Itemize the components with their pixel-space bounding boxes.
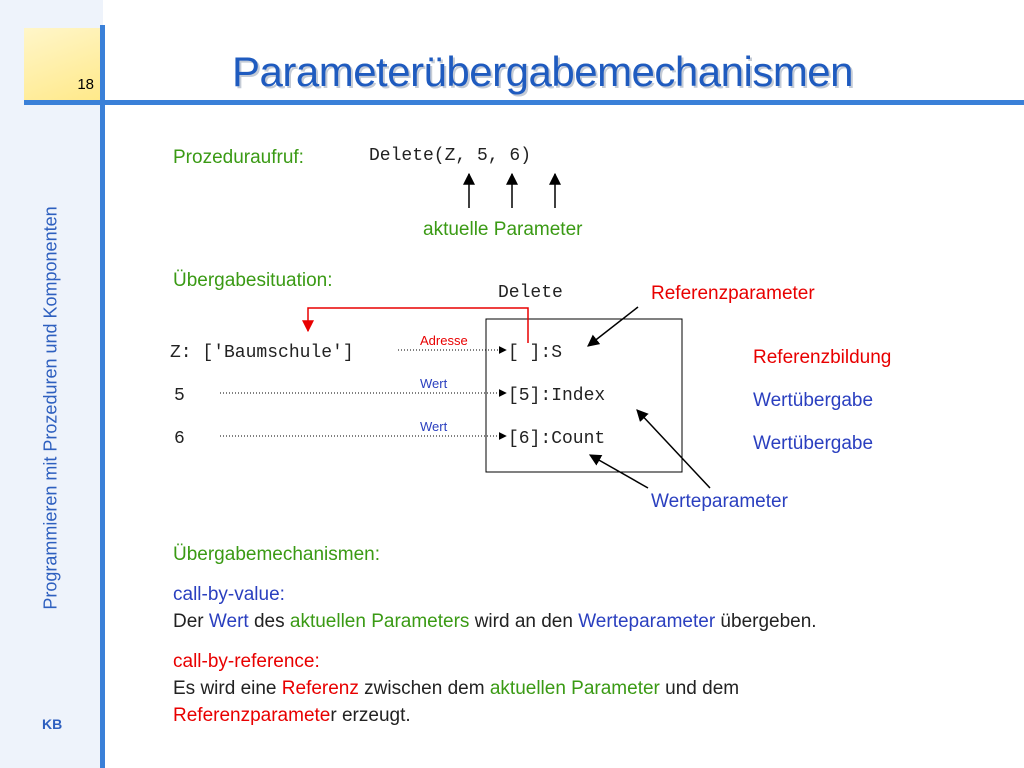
situation-label: Übergabesituation: — [173, 270, 333, 291]
mechanisms-heading: Übergabemechanismen: — [173, 544, 381, 565]
cbr-part-erzeugt: r erzeugt. — [330, 705, 411, 726]
procedure-name: Delete — [498, 283, 563, 303]
cbr-part-referenzparameter: Referenzparamete — [173, 705, 331, 726]
cbv-sentence — [173, 611, 817, 633]
arg-z: Z: ['Baumschule'] — [170, 343, 354, 363]
edge-label-wert-1: Wert — [420, 376, 448, 391]
cbr-part-referenz: Referenz — [281, 678, 359, 699]
kind-wertuebergabe-1: Wertübergabe — [753, 390, 874, 411]
cbv-part-wert: Wert — [208, 611, 249, 632]
cbv-part-5: wird an den — [469, 611, 579, 632]
arg-5: 5 — [174, 386, 185, 406]
cbv-part-werteparameter: Werteparameter — [578, 611, 716, 632]
kind-referenzbildung: Referenzbildung — [753, 347, 892, 368]
reference-arrow — [308, 308, 528, 343]
cbr-part-3: zwischen dem — [358, 678, 490, 699]
actual-params-label: aktuelle Parameter — [423, 219, 583, 240]
pointer-werteparameter-1 — [637, 410, 710, 488]
edge-label-adresse: Adresse — [420, 333, 468, 348]
value-param-label: Werteparameter — [651, 491, 788, 512]
kind-wertuebergabe-2: Wertübergabe — [753, 433, 874, 454]
formal-s: [ ]:S — [508, 343, 563, 363]
cbv-part-7: übergeben. — [715, 611, 817, 632]
cbr-part-5: und dem — [659, 678, 740, 699]
sidebar-title: Programmieren mit Prozeduren und Komponenten — [40, 206, 61, 610]
cbv-part-aktuellen: aktuellen Parameters — [289, 611, 470, 632]
edge-label-wert-2: Wert — [420, 419, 448, 434]
cbr-part-aktuellen: aktuellen Parameter — [489, 678, 660, 699]
pointer-referenzparameter — [588, 307, 638, 346]
formal-index: [5]:Index — [508, 386, 606, 406]
cbr-line-1 — [173, 678, 739, 700]
cbv-part-1: Der — [173, 611, 209, 632]
ref-param-label: Referenzparameter — [651, 283, 815, 304]
cbr-line-2 — [173, 705, 411, 727]
formal-count: [6]:Count — [508, 429, 606, 449]
slide-title: Parameterübergabemechanismen — [232, 48, 854, 95]
cbr-part-1: Es wird eine — [173, 678, 282, 699]
cbv-part-3: des — [248, 611, 290, 632]
footer-initials: KB — [42, 716, 63, 732]
cbv-title: call-by-value: — [173, 584, 285, 605]
arg-6: 6 — [174, 429, 185, 449]
cbr-title: call-by-reference: — [173, 651, 320, 672]
call-label: Prozeduraufruf: — [173, 147, 304, 168]
call-code: Delete(Z, 5, 6) — [369, 146, 532, 166]
page-number: 18 — [77, 76, 94, 93]
